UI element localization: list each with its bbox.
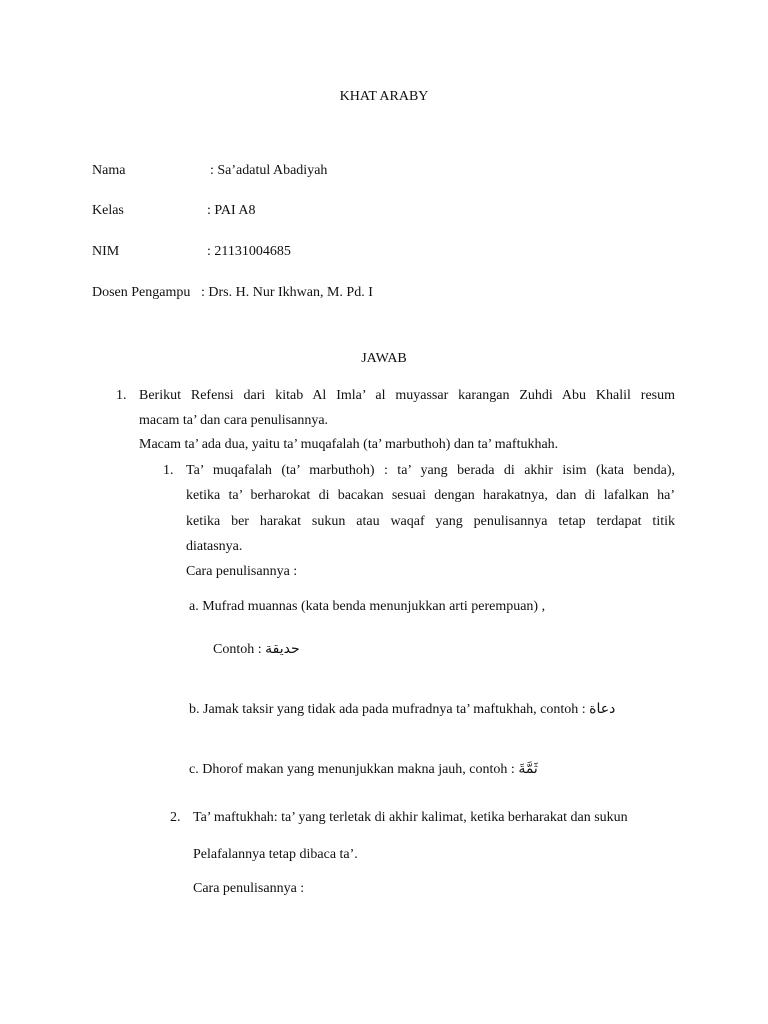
dosen-value: : Drs. H. Nur Ikhwan, M. Pd. I	[201, 285, 373, 300]
sub2-number: 2.	[170, 810, 181, 825]
nama-label: Nama	[92, 163, 126, 178]
sub1-number: 1.	[163, 463, 174, 478]
arabic-example-hadiqah: حديقة	[265, 641, 300, 657]
q1-line-2: macam ta’ dan cara penulisannya.	[139, 413, 329, 428]
sub1-line-1: Ta’ muqafalah (ta’ marbuthoh) : ta’ yang berada di akhir isim (kata benda),	[186, 463, 675, 478]
kelas-label: Kelas	[92, 203, 124, 218]
kelas-value: : PAI A8	[207, 203, 256, 218]
sub2-cara: Cara penulisannya :	[193, 881, 305, 896]
arabic-example-duat: دعاة	[589, 701, 616, 717]
document-title: KHAT ARABY	[339, 89, 429, 104]
dosen-label: Dosen Pengampu	[92, 285, 191, 300]
sub1-line-4: diatasnya.	[186, 539, 243, 554]
item-b-text: b. Jamak taksir yang tidak ada pada mufradnya ta’ maftukhah, contoh :	[189, 702, 586, 717]
item-c-text: c. Dhorof makan yang menunjukkan makna jauh, contoh :	[189, 762, 515, 777]
nama-value: : Sa’adatul Abadiyah	[210, 163, 328, 178]
sub2-line-2: Pelafalannya tetap dibaca ta’.	[193, 847, 358, 862]
sub1-line-3: ketika ber harakat sukun atau waqaf yang penulisannya tetap terdapat titik	[186, 514, 675, 529]
sub2-line-1: Ta’ maftukhah: ta’ yang terletak di akhir kalimat, ketika berharakat dan sukun	[193, 810, 628, 825]
arabic-example-tsammata: ثَمَّةَ	[518, 761, 538, 777]
sub1-item-a-contoh	[213, 640, 300, 659]
jawab-heading: JAWAB	[361, 351, 407, 366]
q1-line-1: Berikut Refensi dari kitab Al Imla’ al muyassar karangan Zuhdi Abu Khalil resum	[139, 388, 675, 403]
q1-number: 1.	[116, 388, 127, 403]
sub1-item-c	[189, 760, 538, 779]
nim-label: NIM	[92, 244, 120, 259]
q1-line-3: Macam ta’ ada dua, yaitu ta’ muqafalah (ta’ marbuthoh) dan ta’ maftukhah.	[139, 437, 559, 452]
sub1-item-a: a. Mufrad muannas (kata benda menunjukkan arti perempuan) ,	[189, 599, 546, 614]
sub1-line-2: ketika ta’ berharokat di bacakan sesuai dengan harakatnya, dan di lafalkan ha’	[186, 488, 675, 503]
sub1-cara: Cara penulisannya :	[186, 564, 298, 579]
sub1-item-b	[189, 700, 615, 719]
nim-value: : 21131004685	[207, 244, 291, 259]
contoh-label: Contoh :	[213, 642, 262, 657]
